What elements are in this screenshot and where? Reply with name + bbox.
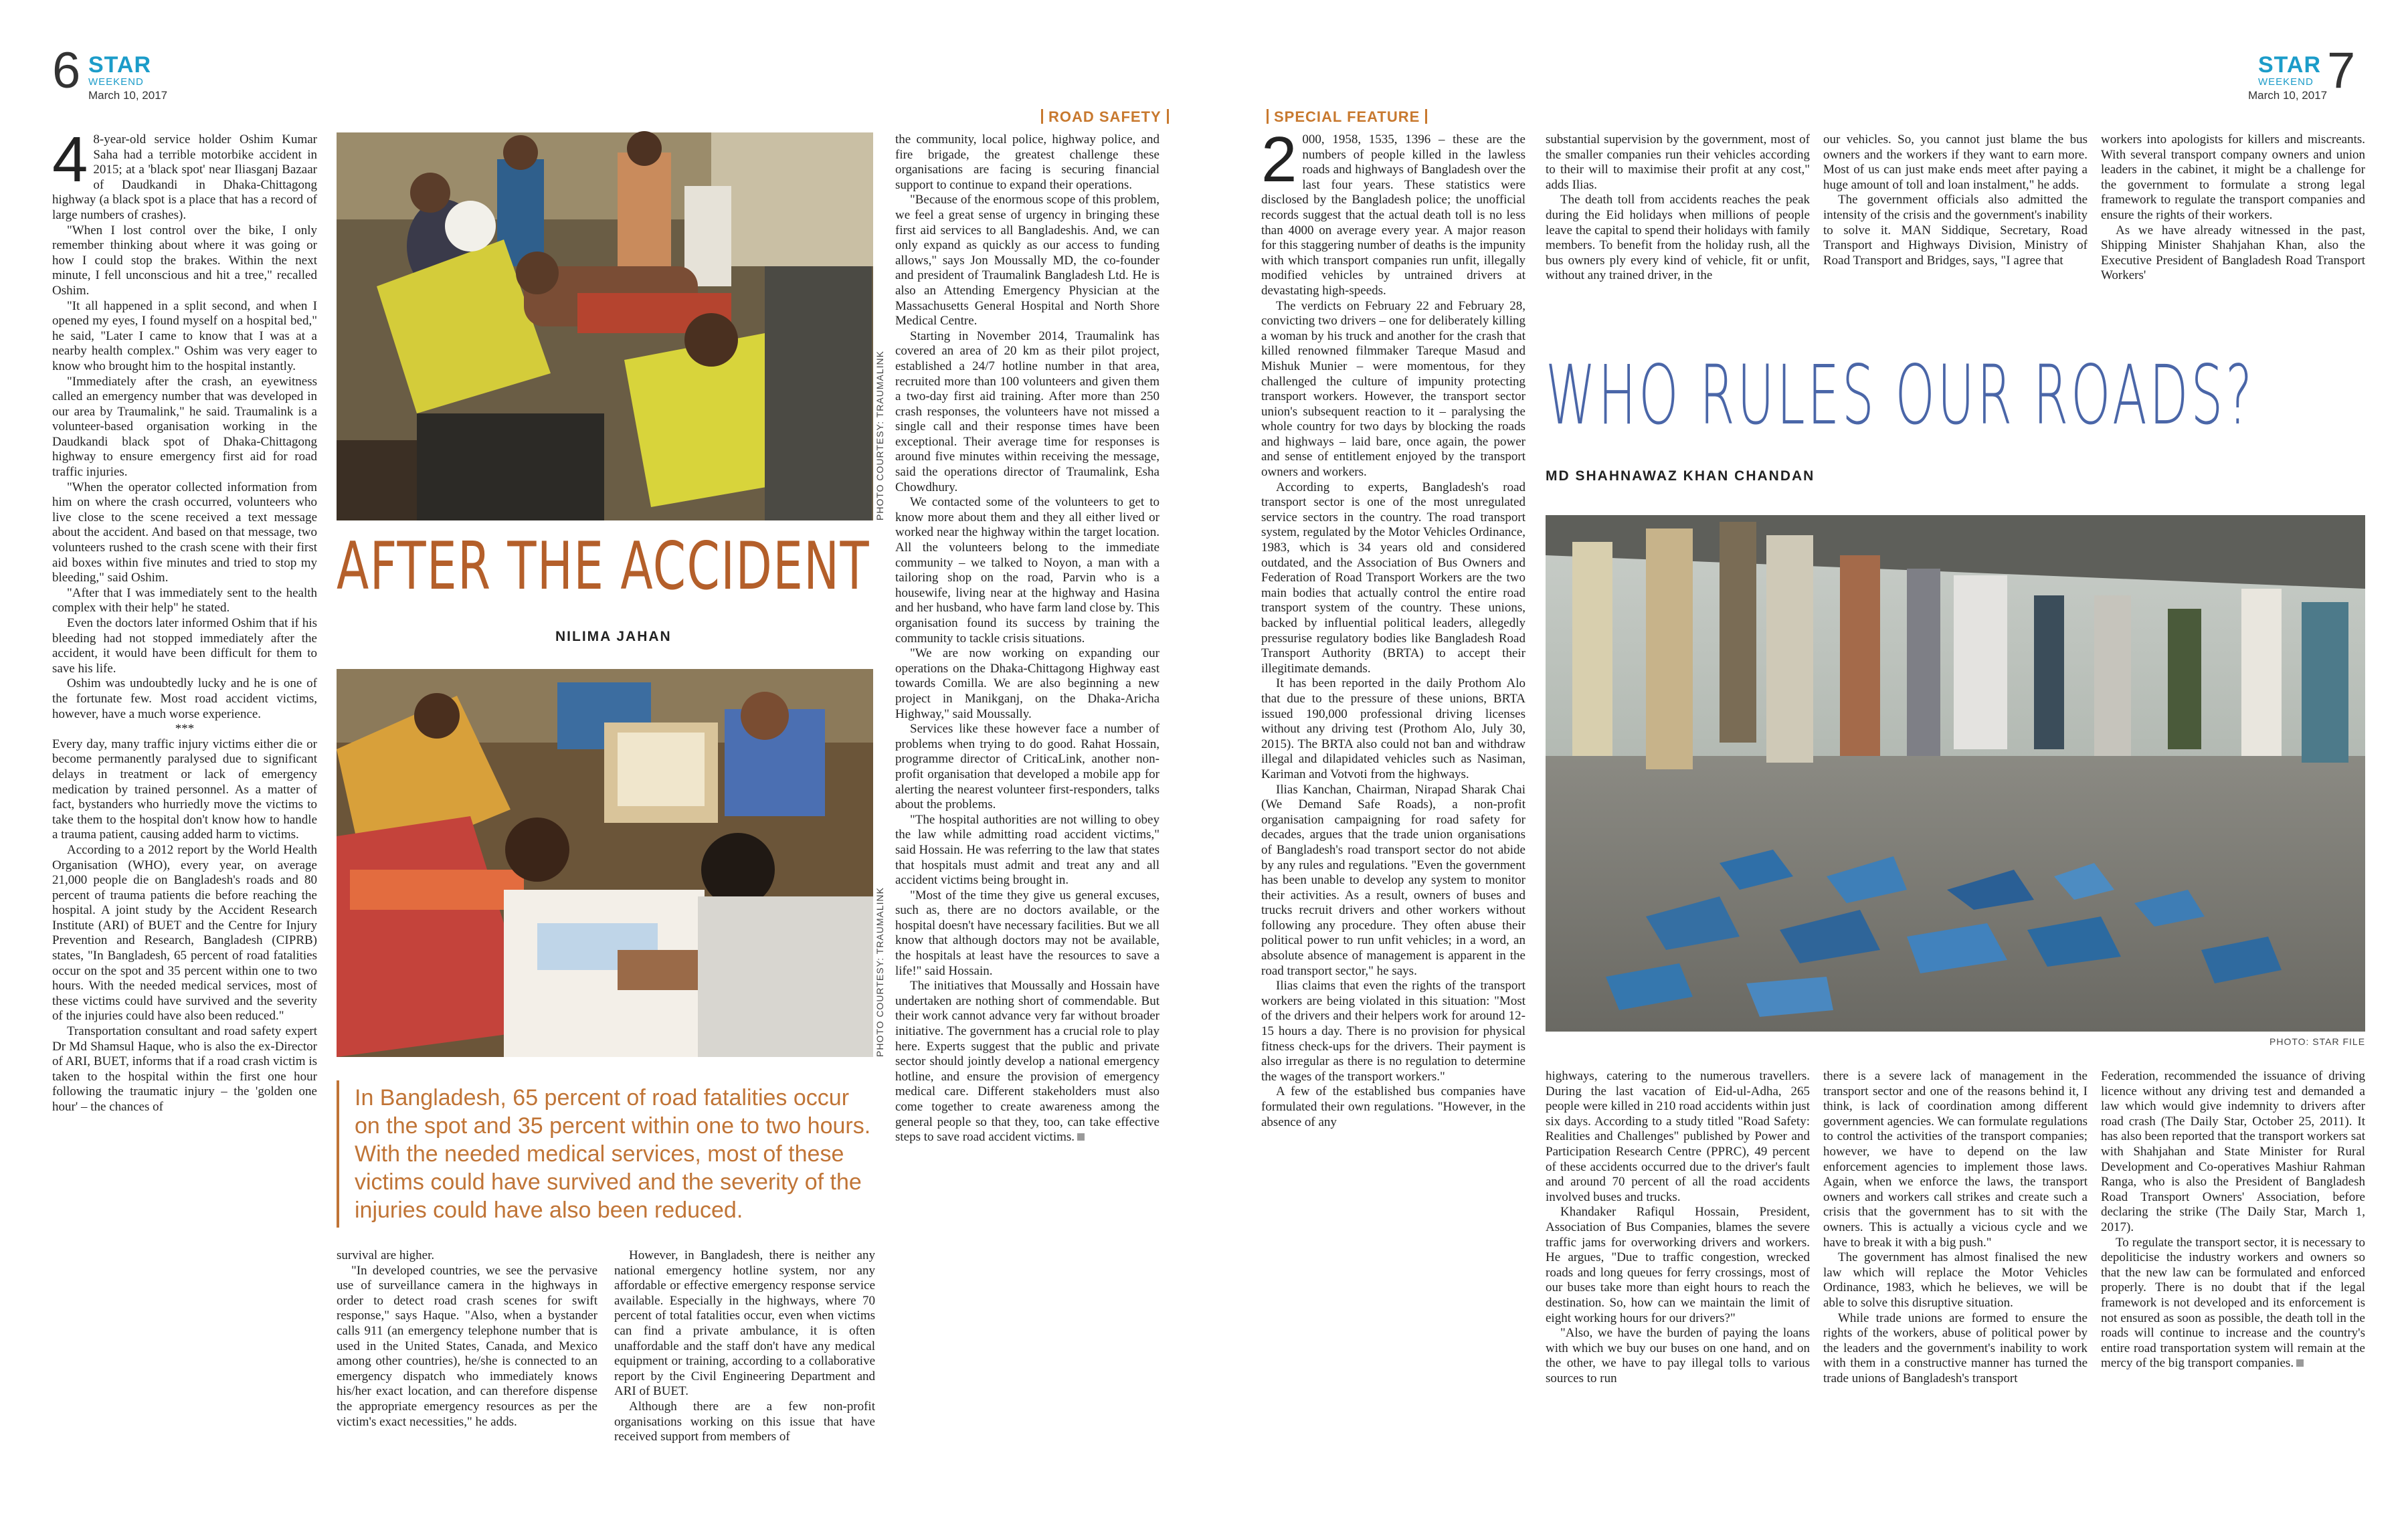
paragraph: However, in Bangladesh, there is neither any national emergency hotline system, nor any affordable or effective emergency response service available. Especially in the highways, where 70 percent of total fatalities occur, even when victims can find a private ambulance, it is often unaffordable and the staff don't have any medical equipment or training, according to a collaborative report by the Civil Engineering Department and ARI of BUET. <box>614 1248 875 1399</box>
paragraph: "Immediately after the crash, an eyewitness called an emergency number that was developed in our area by Traumalink," he said. Traumalink is a volunteer-based organisation working in the Daudkandi black spot of Dhaka-Chittagong highway to ensure emergency first aid for road traffic injuries. <box>52 374 317 480</box>
right-col1 <box>1261 124 1525 1490</box>
section-separator: *** <box>175 722 195 737</box>
paragraph: "Because of the enormous scope of this problem, we feel a great sense of urgency in bringing these first aid services to all Bangladeshis. And, we can only expand as quickly as our access to funding allows," says Jon Moussally MD, the co-founder and president of Traumalink Bangladesh Ltd. He is also an Attending Emergency Physician at the Massachusetts General Hospital and North Shore Medical Centre. <box>895 193 1160 328</box>
paragraph-final: To regulate the transport sector, it is necessary to depoliticise the industry workers and owners so that the new law can be formulated and enforced properly. There is no doubt that if the legal framework is not developed and its enforcement is not ensured as soon as possible, the death toll in the roads will continue to increase and the country's entire road transportation system will remain at the mercy of the big transport companies. <box>2101 1235 2365 1371</box>
paragraph: "After that I was immediately sent to the health complex with their help" he stated. <box>52 585 317 615</box>
paragraph-final: The initiatives that Moussally and Hossain have undertaken are nothing short of commendable. But their work cannot advance very far without broader initiative. The government has a crucial role to play here. Experts suggest that the public and private sector should jointly develop a national emergency hotline, and ensure the provision of emergency medical care. Different stakeholders must also come together to create awareness among the general people so that they, too, can take effective steps to save road accident victims. <box>895 979 1160 1145</box>
lead-paragraph <box>1261 124 1525 299</box>
paragraph: the community, local police, highway police, and fire brigade, the greatest challenge these organisations are facing is securing financial support to continue to expand their operations. <box>895 132 1160 192</box>
masthead-weekend-left: WEEKEND <box>88 76 144 88</box>
left-col3 <box>614 1248 875 1490</box>
paragraph: highways, catering to the numerous travellers. During the last vacation of Eid-ul-Adha, 265 people were killed in 210 road accidents within just six days. According to a study titled "Road Safety: Realities and Challenges" published by Power and Participation Research Centre (PPRC), 49 percent of these accidents occurred due to the driver's fault and around 70 percent of all the road accidents involved buses and trucks. <box>1546 1069 1810 1204</box>
paragraph: there is a severe lack of management in the transport sector and one of the reasons behind it, I think, is lack of coordination among different government agencies. We can formulate regulations to control the activities of the transport companies; however, we have to depend on the law enforcement agencies to implement those laws. Again, when we enforce the laws, the transport owners and workers call strikes and create such a crisis that the government has to sit with the owners. This is actually a vicious cycle and we have to break it with a big push." <box>1823 1069 2088 1250</box>
masthead-weekend-right: WEEKEND <box>2258 76 2314 88</box>
left-col1-top <box>52 124 317 1114</box>
drop-cap-right: 2 <box>1261 124 1297 195</box>
paragraph: "We are now working on expanding our operations on the Dhaka-Chittagong Highway east towards Comilla. We are also beginning a new project in Manikganj, on the Dhaka-Aricha Highway," said Moussally. <box>895 646 1160 721</box>
paragraph: Oshim was undoubtedly lucky and he is one of the fortunate few. Most road accident victims, however, have a much worse experience. <box>52 676 317 721</box>
right-col4-top <box>2101 132 2365 347</box>
end-mark <box>1077 1133 1085 1141</box>
paragraph: It has been reported in the daily Prothom Alo that due to the pressure of these unions, BRTA issued 190,000 professional driving licenses without any driving test (Prothom Alo, July 30, 2015). The BRTA also could not ban and withdraw illegal and dilapidated vehicles such as Nasiman, Kariman and Votvoti from the highways. <box>1261 676 1525 781</box>
paragraph: Federation, recommended the issuance of driving licence without any driving test and demanded a law which would give indemnity to drivers after road crash (The Daily Star, October 25, 2011). It has also been reported that the transport workers sat with Shahjahan and State Minister for Rural Development and Co-operatives Mashiur Rahman Ranga, who is also the President of Bangladesh Road Transport Owners' Association, before declaring the strike (The Daily Star, March 1, 2017). <box>2101 1069 2365 1234</box>
paragraph: Services like these however face a number of problems when trying to do good. Rahat Hossain, programme director of CriticaLink, another non-profit organisation that developed a mobile app for alerting the nearest volunteer first-responders, talks about the problems. <box>895 722 1160 812</box>
paragraph: "Also, we have the burden of paying the loans with which we buy our buses on one hand, and on the other, we have to pay illegal tolls to various sources to run <box>1546 1326 1810 1385</box>
left-col4 <box>895 132 1160 1490</box>
paragraph: Transportation consultant and road safety expert Dr Md Shamsul Haque, who is also the ex-Director of ARI, BUET, informs that if a road crash victim is taken to the hospital within the first one hour following the traumatic injury – the 'golden one hour' – the chances of <box>52 1024 317 1114</box>
section-label-text: ROAD SAFETY <box>1048 108 1162 125</box>
section-label-text: SPECIAL FEATURE <box>1274 108 1420 125</box>
paragraph: our vehicles. So, you cannot just blame the bus owners and the workers if they want to earn more. Most of us can just make ends meet after paying a huge amount of toll and loan instalment," he adds. <box>1823 132 2088 192</box>
photo-scene-1 <box>337 132 873 520</box>
paragraph: The death toll from accidents reaches the peak during the Eid holidays when millions of people leave the capital to spend their holidays with family members. To benefit from the holiday rush, all the bus owners ply every kind of vehicle, fit or unfit, without any trained driver, in the <box>1546 193 1810 283</box>
drop-cap-left: 4 <box>52 124 88 195</box>
paragraph: Ilias Kanchan, Chairman, Nirapad Sharak Chai (We Demand Safe Roads), a non-profit organisation campaigning for road safety for decades, argues that the trade union organisations of Bangladesh's road transport sector do not abide by any rules and regulations. "Even the government has been unable to develop any system to monitor their activities. As a result, owners of buses and trucks recruit drivers and other workers without following any procedure. They often abuse their political power to run unfit vehicles; in a word, an absolute absence of management is apparent in the road transport sector," he says. <box>1261 782 1525 978</box>
right-col3-bottom <box>1823 1069 2088 1490</box>
masthead-star-right: STAR <box>2258 52 2322 78</box>
lead-text: 000, 1958, 1535, 1396 – these are the numbers of people killed in the lawless roads and highways of Bangladesh over the last four years. These statistics were disclosed by the Bangladesh police; the unofficial records suggest that the actual death toll is no less than 4000 on average every year. A major reason for this staggering number of deaths is the impunity with which transport companies run unfit, illegally modified vehicles by untrained drivers at devastating high-speeds. <box>1261 132 1525 298</box>
photo-treating-victim <box>337 669 873 1057</box>
byline-left: NILIMA JAHAN <box>555 629 672 644</box>
paragraph: Ilias claims that even the rights of the transport workers are being violated in this situation: "Most of the drivers and their helpers work for around 12-15 hours a day. There is no provision for physical fitness check-ups for the drivers. Their payment is also irregular as there is no regulation to determine the wages of the transport workers." <box>1261 979 1525 1084</box>
paragraph: As we have already witnessed in the past, Shipping Minister Shahjahan Khan, also the Executive President of Bangladesh Road Transport Workers' <box>2101 223 2365 283</box>
page-number-left: 6 <box>52 42 81 99</box>
paragraph: substantial supervision by the government, most of the smaller companies run their vehicles according to their will to maximise their profit at any cost," adds Ilias. <box>1546 132 1810 192</box>
paragraph: "The hospital authorities are not willing to obey the law while admitting road accident victims," said Hossain. He was referring to the law that states that hospitals must admit and treat any and all accident victims being brought in. <box>895 812 1160 888</box>
paragraph: The government has almost finalised the new law which will replace the Motor Vehicles Ordinance, 1983, which he believes, we will be able to solve this disruptive situation. <box>1823 1250 2088 1310</box>
issue-date-left: March 10, 2017 <box>88 89 168 102</box>
headline-left: AFTER THE ACCIDENT <box>337 528 870 605</box>
lead-text: 8-year-old service holder Oshim Kumar Saha had a terrible motorbike accident in 2015; at a 'black spot' near Iliasganj Bazaar of Daudkandi in Dhaka-Chittagong highway (a black spot is a place that has a record of large numbers of crashes). <box>52 132 317 222</box>
paragraph: We contacted some of the volunteers to get to know more about them and they all either lived or worked near the highway within the target location. All the volunteers belong to the immediate community – we talked to Noyon, a man with a tailoring shop on the road, Parvin who is a housewife, living near at the highway and Hasina and her husband, who have farm land close by. This organisation found its success by training the community to tackle crisis situations. <box>895 495 1160 646</box>
paragraph: According to a 2012 report by the World Health Organisation (WHO), every year, on average 21,000 people die on Bangladesh's roads and 80 percent of trauma patients die before reaching the hospital. A joint study by the Accident Research Institute (ARI) of BUET and the Centre for Injury Prevention and Research, Bangladesh (CIPRB) states, "In Bangladesh, 65 percent of road fatalities occur on the spot and 35 percent within one to two hours. With the needed medical services, most of these victims could have survived and the severity of the injuries could have also been reduced." <box>52 842 317 1024</box>
paragraph: Even the doctors later informed Oshim that if his bleeding had not stopped immediately after the accident, it would have been difficult for them to save his life. <box>52 616 317 676</box>
section-label-left <box>1036 108 1174 126</box>
pull-quote-bar <box>337 1080 339 1228</box>
headline-right: WHO RULES OUR ROADS? <box>1546 348 2255 443</box>
paragraph: "When the operator collected information from him on where the crash occurred, volunteers who live close to the scene received a text message about the accident. And based on that message, two volunteers rushed to the crash scene with their first aid boxes within five minutes and tried to stop my bleeding," said Oshim. <box>52 480 317 585</box>
paragraph: Every day, many traffic injury victims either die or become permanently paralysed due to significant delays in treatment or lack of emergency medication by trained personnel. As a matter of fact, bystanders who hurriedly move the victims to take them to the hospital don't know how to handle a trauma patient, causing added harm to victims. <box>52 737 317 842</box>
paragraph: According to experts, Bangladesh's road transport sector is one of the most unregulated service sectors in the country. The road transport system, regulated by the Motor Vehicles Ordinance, 1983, which is 34 years old and considered outdated, and the Association of Bus Owners and Federation of Road Transport Workers are the two main bodies that actually control the entire road transport system of the country. These unions, backed by influential political leaders, allegedly pressurise regulatory bodies like Bangladesh Road Transport Authority (BRTA) to accept their illegitimate demands. <box>1261 480 1525 676</box>
left-col2 <box>337 1248 597 1490</box>
photo-shattered-glass-road <box>1546 515 2365 1032</box>
paragraph: workers into apologists for killers and miscreants. With several transport company owners and union leaders in the cabinet, it might be a challenge for the government to formulate a strong legal framework to regulate the transport companies and ensure the rights of their workers. <box>2101 132 2365 222</box>
photo-credit-2: PHOTO COURTESY: TRAUMALINK <box>874 887 885 1057</box>
paragraph: The government officials also admitted the intensity of the crisis and the government's inability to solve it. MAN Siddique, Secretary, Road Transport and Highways Division, Ministry of Road Transport and Bridges, says, "I agree that <box>1823 193 2088 268</box>
paragraph: Although there are a few non-profit organisations working on this issue that have received support from members of <box>614 1399 875 1444</box>
paragraph: "When I lost control over the bike, I only remember thinking about where it was going or how I could stop the brakes. Within the next minute, I fell unconscious and hit a tree," recalled Oshim. <box>52 223 317 298</box>
paragraph: Khandaker Rafiqul Hossain, President, Association of Bus Companies, blames the severe traffic jams for overworking drivers and workers. He argues, "Due to traffic congestion, wrecked roads and long queues for ferry crossings, most of our buses take more than eight hours to reach the destination. So, how can we maintain the limit of eight working hours for our drivers?" <box>1546 1205 1810 1325</box>
paragraph: "Most of the time they give us general excuses, such as, there are no doctors available, or the hospital doesn't have necessary facilities. But we all know that although doctors may not be available, the hospitals at least have the resources to save a life!" said Hossain. <box>895 888 1160 978</box>
end-mark <box>2296 1359 2304 1367</box>
photo-first-aid-volunteers <box>337 132 873 520</box>
paragraph: "It all happened in a split second, and when I opened my eyes, I found myself on a hospital bed," he said, "Later I came to know that I was at a nearby health complex." Oshim was very eager to know who brought him to the hospital instantly. <box>52 298 317 373</box>
paragraph: Starting in November 2014, Traumalink has covered an area of 20 km as their pilot project, established a 24/7 hotline number in that area, recruited more than 100 volunteers and given them a two-day first aid training. After more than 250 crash responses, the volunteers have not missed a single call and their response times have been exceptional. Their average time for responses is around five minutes within receiving the message, said the operations director of Traumalink, Esha Chowdhury. <box>895 328 1160 494</box>
right-col4-bottom <box>2101 1069 2365 1490</box>
right-col2-top <box>1546 132 1810 347</box>
lead-paragraph <box>52 124 317 223</box>
paragraph: "In developed countries, we see the pervasive use of surveillance camera in the highways in order to detect road crash scenes for swift response," says Haque. "Also, when a bystander calls 911 (an emergency telephone number that is used in the United States, Canada, and Mexico among other countries), he/she is connected to an emergency dispatch who immediately knows his/her exact location, and can therefore dispense the appropriate emergency resources as per the victim's exact necessities," he adds. <box>337 1263 597 1429</box>
byline-right: MD SHAHNAWAZ KHAN CHANDAN <box>1546 468 1815 484</box>
pull-quote: In Bangladesh, 65 percent of road fatalities occur on the spot and 35 percent within one to two hours. With the needed medical services, most of these victims could have survived and the severity of the injuries could have also been reduced. <box>355 1085 871 1223</box>
issue-date-right: March 10, 2017 <box>2248 89 2328 102</box>
masthead-star-left: STAR <box>88 52 152 78</box>
paragraph: A few of the established bus companies have formulated their own regulations. "However, in the absence of any <box>1261 1084 1525 1129</box>
photo-credit-right: PHOTO: STAR FILE <box>2270 1036 2366 1047</box>
right-col2-bottom <box>1546 1069 1810 1490</box>
paragraph: While trade unions are formed to ensure the rights of the workers, abuse of political power by the leaders and the government's inability to work with them in a constructive manner has turned the trade unions of Bangladesh's transport <box>1823 1311 2088 1385</box>
paragraph: survival are higher. <box>337 1248 435 1262</box>
paragraph: The verdicts on February 22 and February 28, convicting two drivers – one for deliberately killing a woman by his truck and another for the crash that killed renowned filmmaker Tareque Masud and Mishuk Munier – were momentous, for they challenged the culture of impunity protecting transport workers. However, the transport sector union's subsequent reaction to it – paralysing the whole country for two days by blocking the roads and highways – laid bare, once again, the power and sense of entitlement enjoyed by the transport owners and workers. <box>1261 298 1525 480</box>
left-col1-bottom <box>52 910 317 1490</box>
photo-scene-2 <box>337 669 873 1057</box>
right-col3-top <box>1823 132 2088 347</box>
photo-scene-3 <box>1546 515 2365 1032</box>
photo-credit-1: PHOTO COURTESY: TRAUMALINK <box>874 351 885 520</box>
page-number-right: 7 <box>2327 42 2356 99</box>
